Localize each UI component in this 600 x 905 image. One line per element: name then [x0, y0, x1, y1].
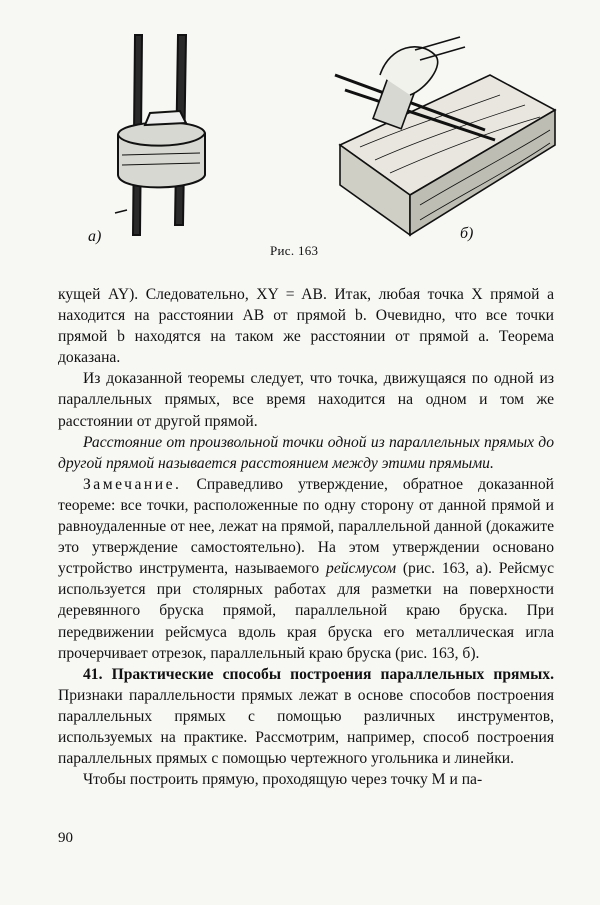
figure-label-b: б)	[460, 225, 474, 242]
term-reysmus: рейсмусом	[326, 560, 397, 578]
remark-text-b: (рис. 163, а). Рейсмус используется при столярных работах для разметки на поверхности деревянного бруска прямой, параллельной краю бруска. При передвижении рейсмуса вдоль края бруска его металлическая игла прочерчивает отрезок, параллельный краю бруска (рис. 163, б).	[58, 560, 554, 662]
marking-gauge-illustration	[80, 25, 240, 260]
section-text: Признаки параллельности прямых лежат в основе способов построения параллельных прямых с помощью различных инструментов, используемых на практике. Рассмотрим, например, способ построения параллельных прямых с помощью чертежного угольника и линейки.	[58, 686, 554, 768]
section-41-paragraph	[58, 664, 554, 769]
body-text	[58, 284, 554, 790]
paragraph-1: кущей AY). Следовательно, XY = AB. Итак, любая точка X прямой a находится на расстоянии AB от прямой b. Очевидно, что все точки прямой b находятся на таком же расстоянии от прямой a. Теорема доказана.	[58, 286, 554, 367]
gauge-on-board-illustration	[320, 35, 560, 245]
remark-label: Замечание.	[83, 475, 182, 493]
figure-label-a: а)	[88, 228, 102, 245]
figure-163	[0, 0, 600, 270]
page-number: 90	[58, 830, 73, 846]
paragraph-2: Из доказанной теоремы следует, что точка, движущаяся по одной из параллельных прямых, все время находится на одном и том же расстоянии от другой прямой.	[58, 370, 554, 430]
definition-paragraph: Расстояние от произвольной точки одной из параллельных прямых до другой прямой называется расстоянием между этими прямыми.	[58, 433, 554, 472]
figure-caption: Рис. 163	[270, 243, 319, 258]
remark-text-a: Справедливо утверждение, обратное доказанной теореме: все точки, расположенные по одну сторону от данной прямой и равноудаленные от нее, лежат на прямой, параллельной данной (докажите это утверждение самостоятельно). На этом утверждении основано устройство инструмента, называемого	[58, 475, 554, 578]
paragraph-last: Чтобы построить прямую, проходящую через точку M и па-	[83, 771, 483, 789]
remark-paragraph	[58, 474, 554, 664]
section-heading: 41. Практические способы построения параллельных прямых.	[83, 665, 554, 683]
